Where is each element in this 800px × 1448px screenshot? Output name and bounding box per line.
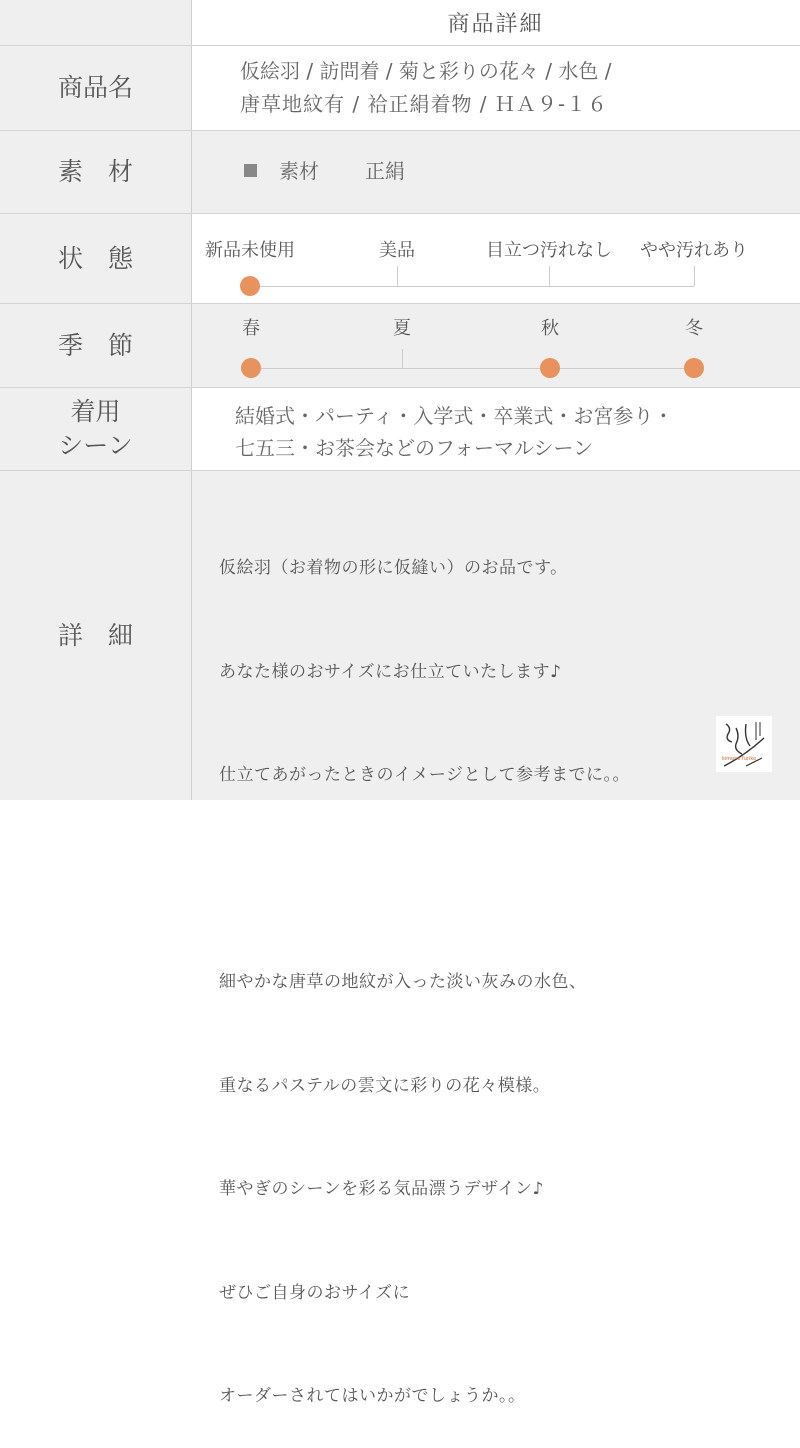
material-key: 素材 [279,159,319,183]
details-line: ぜひご自身のおサイズに [219,1282,411,1303]
product-name-line1: 仮絵羽 / 訪問着 / 菊と彩りの花々 / 水色 / [240,59,612,83]
season-row [0,304,800,387]
season-option-spring: 春 [242,318,260,339]
occasion-line1: 結婚式・パーティ・入学式・卒業式・お宮参り・ [235,404,674,428]
header-row [0,0,800,45]
condition-option-3: 目立つ汚れなし [486,240,612,261]
details-line: 細やかな唐草の地紋が入った淡い灰みの水色、 [219,972,587,992]
header-label-cell [0,0,192,45]
details-line: 華やぎのシーンを彩る気品漂うデザイン♪ [219,1179,544,1199]
condition-option-4: やや汚れあり [640,240,748,261]
condition-selected-dot [240,276,260,296]
condition-tick [694,266,695,286]
season-dot-autumn [540,358,560,378]
occasion-row [0,388,800,470]
details-line: 仮絵羽（お着物の形に仮縫い）のお品です。 [219,558,568,578]
condition-option-1: 新品未使用 [205,240,295,261]
occasion-label [0,388,192,470]
product-name-line2: 唐草地紋有 / 袷正絹着物 / ＨＡ９-１６ [240,92,609,116]
material-value [244,155,405,188]
details-text [219,482,630,1448]
condition-option-2: 美品 [379,240,415,261]
logo-mark-icon [716,716,772,772]
season-label: 季 節 [0,304,192,387]
season-option-winter: 冬 [685,318,703,339]
details-line: オーダーされてはいかがでしょうか。。 [219,1386,526,1406]
season-option-summer: 夏 [393,318,411,339]
brand-logo [716,716,772,772]
details-label: 詳 細 [0,471,192,800]
bullet-square-icon [244,164,257,177]
condition-tick [549,266,550,286]
logo-text: kimono furiko [722,756,757,762]
product-name-label: 商品名 [0,46,192,130]
details-line: あなた様のおサイズにお仕立ていたします♪ [219,661,562,682]
details-line: 仕立てあがったときのイメージとして参考までに。。 [219,765,630,785]
season-tick [402,349,403,368]
condition-row [0,214,800,303]
material-row [0,131,800,213]
season-option-autumn: 秋 [541,318,559,339]
condition-tick [397,266,398,286]
product-name-row [0,46,800,130]
details-line: 重なるパステルの雲文に彩りの花々模様。 [219,1075,551,1096]
condition-label: 状 態 [0,214,192,303]
condition-track [250,286,694,287]
occasion-label-line1: 着用 [70,397,121,427]
material-val: 正絹 [365,159,405,183]
page-title: 商品詳細 [447,11,544,37]
occasion-label-line2: シーン [58,431,133,460]
material-label: 素 材 [0,131,192,213]
details-line [219,862,630,897]
season-dot-spring [241,358,261,378]
season-dot-winter [684,358,704,378]
season-track [251,368,694,369]
occasion-line2: 七五三・お茶会などのフォーマルシーン [235,436,594,460]
